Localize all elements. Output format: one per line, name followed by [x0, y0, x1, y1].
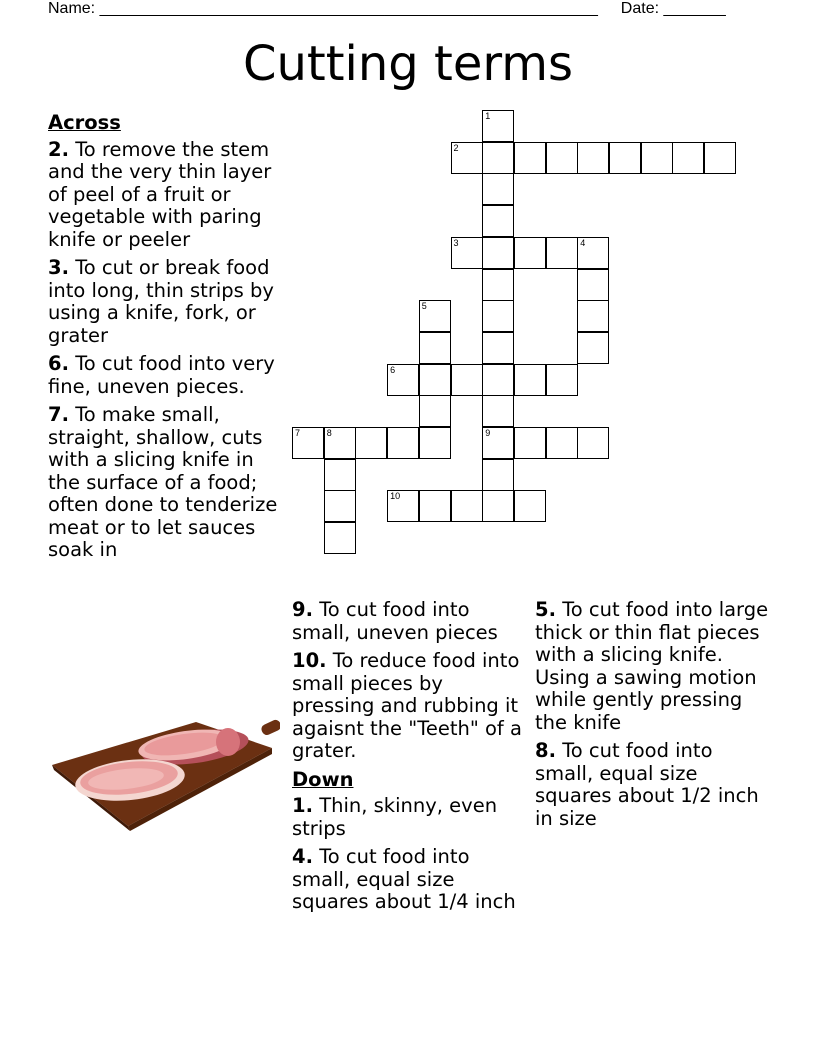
crossword-cell[interactable]	[546, 237, 578, 269]
crossword-cell[interactable]	[451, 142, 483, 174]
name-blank[interactable]: ________________________________________________________	[99, 0, 598, 17]
crossword-cell[interactable]	[482, 237, 514, 269]
clue-number: 1.	[292, 794, 313, 817]
crossword-cell[interactable]	[387, 427, 419, 459]
clue-down-4	[292, 846, 528, 914]
across-heading: Across	[48, 111, 121, 134]
cell-number: 7	[295, 428, 301, 438]
clue-text: To make small, straight, shallow, cuts with a slicing knife in the surface of a food; often done to tenderize meat or to let sauces soak in	[48, 403, 278, 561]
crossword-cell[interactable]	[514, 364, 546, 396]
crossword-cell[interactable]	[546, 364, 578, 396]
clue-text: To cut food into small, equal size squares about 1/2 inch in size	[535, 739, 759, 830]
crossword-cell[interactable]	[387, 490, 419, 522]
clue-down-1	[292, 795, 528, 840]
name-date-line	[48, 0, 726, 18]
crossword-cell[interactable]	[577, 332, 609, 364]
crossword-cell[interactable]	[292, 427, 324, 459]
crossword-cell[interactable]	[419, 427, 451, 459]
page-title: Cutting terms	[242, 36, 574, 92]
crossword-cell[interactable]	[482, 110, 514, 142]
crossword-cell[interactable]	[482, 490, 514, 522]
clue-number: 9.	[292, 598, 313, 621]
clue-down-8	[535, 740, 771, 830]
crossword-cell[interactable]	[482, 300, 514, 332]
clue-number: 7.	[48, 403, 69, 426]
clue-text: To cut food into small, equal size squares about 1/4 inch	[292, 845, 516, 913]
crossword-cell[interactable]	[419, 364, 451, 396]
crossword-cell[interactable]	[419, 300, 451, 332]
crossword-cell[interactable]	[514, 427, 546, 459]
crossword-cell[interactable]	[482, 142, 514, 174]
crossword-cell[interactable]	[324, 490, 356, 522]
name-label: Name:	[48, 0, 96, 17]
cell-number: 5	[421, 301, 427, 312]
clue-across-10	[292, 650, 528, 763]
cell-number: 3	[453, 237, 459, 248]
ham-on-cutting-board-icon	[48, 710, 280, 832]
clue-text: To cut food into small, uneven pieces	[292, 598, 498, 644]
right-clues	[535, 599, 771, 836]
clue-across-7	[48, 404, 284, 562]
clue-number: 5.	[535, 598, 556, 621]
clue-down-5	[535, 599, 771, 734]
middle-clues	[292, 599, 528, 920]
clue-across-2	[48, 139, 284, 252]
crossword-cell[interactable]	[482, 364, 514, 396]
crossword-cell[interactable]	[324, 522, 356, 554]
cell-number: 8	[326, 428, 332, 438]
down-heading: Down	[292, 767, 354, 791]
cell-number: 4	[580, 237, 586, 248]
crossword-cell[interactable]	[609, 142, 641, 174]
crossword-cell[interactable]	[482, 427, 514, 459]
clue-number: 10.	[292, 649, 327, 672]
clue-text: To cut food into large thick or thin flat pieces with a slicing knife. Using a sawing motion while gently pressing the knife	[535, 598, 769, 734]
date-blank[interactable]: _______	[663, 0, 726, 17]
crossword-cell[interactable]	[546, 142, 578, 174]
cell-number: 10	[390, 491, 401, 502]
clue-number: 4.	[292, 845, 313, 868]
crossword-cell[interactable]	[419, 332, 451, 364]
crossword-cell[interactable]	[546, 427, 578, 459]
clue-text: To cut food into very fine, uneven pieces.	[48, 352, 275, 398]
clue-text: To cut or break food into long, thin strips by using a knife, fork, or grater	[48, 256, 274, 347]
crossword-cell[interactable]	[419, 395, 451, 427]
crossword-cell[interactable]	[482, 395, 514, 427]
crossword-cell[interactable]	[482, 205, 514, 237]
crossword-cell[interactable]	[419, 490, 451, 522]
crossword-cell[interactable]	[451, 237, 483, 269]
crossword-cell[interactable]	[672, 142, 704, 174]
crossword-cell[interactable]	[577, 142, 609, 174]
crossword-cell[interactable]	[324, 427, 356, 459]
crossword-cell[interactable]	[387, 364, 419, 396]
crossword-cell[interactable]	[482, 173, 514, 205]
across-clues	[48, 112, 284, 568]
clue-number: 8.	[535, 739, 556, 762]
clue-across-3	[48, 257, 284, 347]
clue-number: 2.	[48, 137, 69, 161]
clue-text: To reduce food into small pieces by pressing and rubbing it agaisnt the "Teeth" of a grater.	[292, 649, 522, 762]
date-label: Date:	[620, 0, 660, 17]
crossword-cell[interactable]	[577, 427, 609, 459]
crossword-cell[interactable]	[324, 459, 356, 491]
clue-text: To remove the stem and the very thin layer of peel of a fruit or vegetable with paring knife or peeler	[48, 137, 272, 251]
crossword-cell[interactable]	[514, 237, 546, 269]
cell-number: 6	[390, 364, 396, 375]
crossword-cell[interactable]	[577, 237, 609, 269]
clue-number: 3.	[48, 256, 69, 279]
cell-number: 9	[485, 428, 491, 438]
crossword-cell[interactable]	[577, 300, 609, 332]
crossword-cell[interactable]	[482, 269, 514, 301]
clue-number: 6.	[48, 352, 69, 375]
crossword-cell[interactable]	[641, 142, 673, 174]
crossword-cell[interactable]	[514, 142, 546, 174]
clue-text: Thin, skinny, even strips	[292, 794, 498, 840]
crossword-cell[interactable]	[482, 459, 514, 491]
clue-across-9	[292, 599, 528, 644]
clue-across-6	[48, 353, 284, 398]
crossword-cell[interactable]	[355, 427, 387, 459]
crossword-cell[interactable]	[704, 142, 736, 174]
crossword-cell[interactable]	[577, 269, 609, 301]
cell-number: 1	[485, 111, 491, 121]
crossword-cell[interactable]	[451, 364, 483, 396]
crossword-cell[interactable]	[514, 490, 546, 522]
cell-number: 2	[453, 142, 459, 153]
crossword-cell[interactable]	[451, 490, 483, 522]
crossword-cell[interactable]	[482, 332, 514, 364]
